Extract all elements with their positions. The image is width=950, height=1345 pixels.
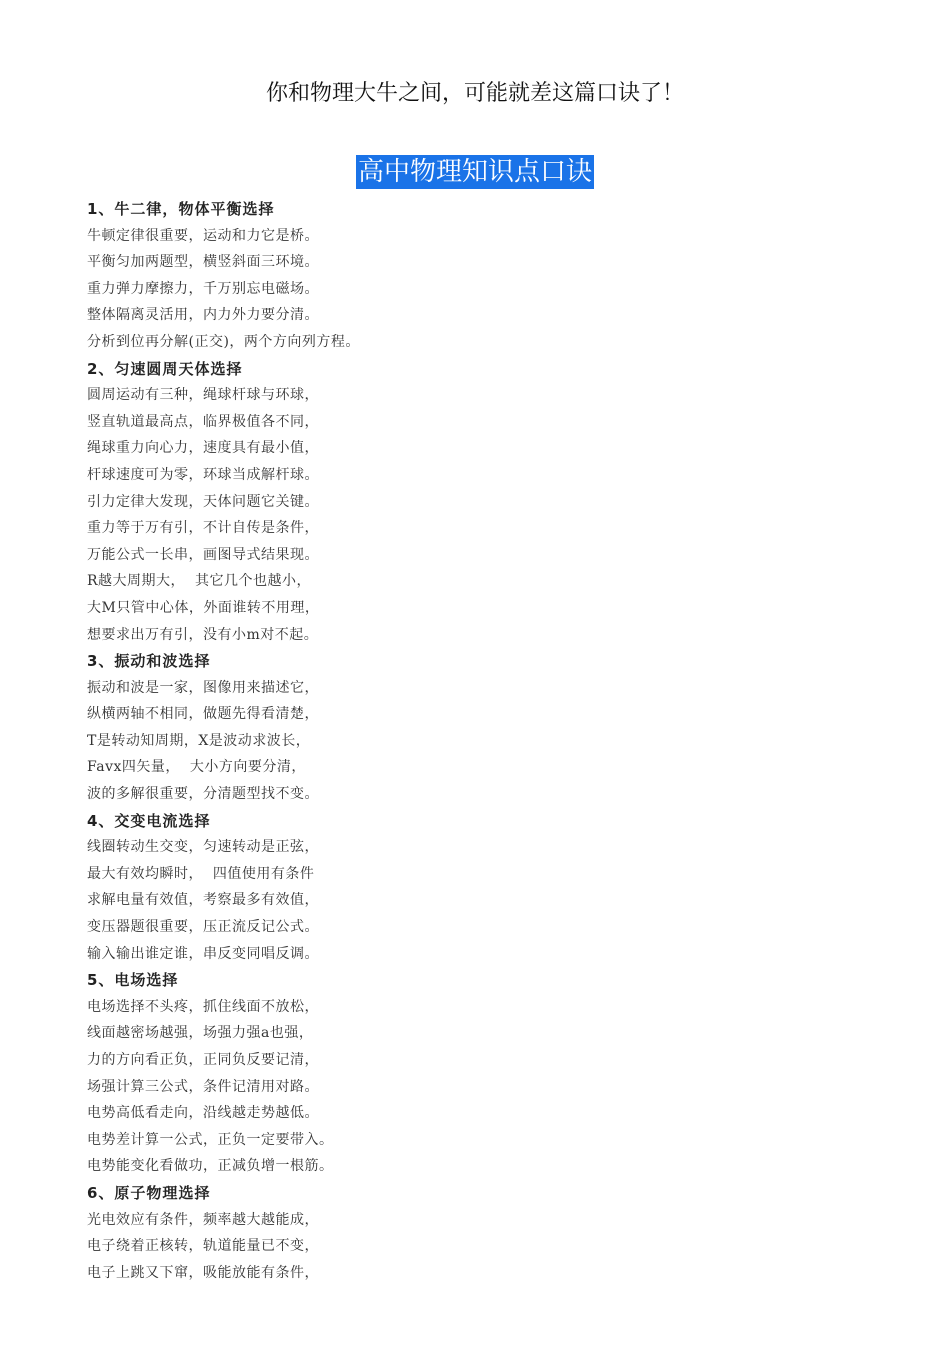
- verse-line: 电势能变化看做功，正减负增一根筋。: [87, 1158, 334, 1175]
- section-title: 5、电场选择: [87, 971, 179, 990]
- verse-line: T是转动知周期，X是波动求波长，: [87, 732, 311, 749]
- section-title: 3、振动和波选择: [87, 652, 211, 671]
- verse-line: 电势高低看走向，沿线越走势越低。: [87, 1105, 319, 1122]
- verse-line: 电势差计算一公式，正负一定要带入。: [87, 1131, 334, 1148]
- verse-line: 牛顿定律很重要，运动和力它是桥。: [87, 227, 319, 244]
- section-title: 2、匀速圆周天体选择: [87, 359, 243, 378]
- verse-line: 光电效应有条件，频率越大越能成，: [87, 1211, 319, 1228]
- section-title: 6、原子物理选择: [87, 1183, 211, 1202]
- verse-line: 变压器题很重要，压正流反记公式。: [87, 919, 319, 936]
- verse-line: 重力等于万有引，不计自传是条件，: [87, 520, 319, 537]
- section-title: 1、牛二律，物体平衡选择: [87, 200, 275, 218]
- page-title: 你和物理大牛之间，可能就差这篇口诀了！: [265, 81, 684, 106]
- verse-line: 输入输出谁定谁，串反变同唱反调。: [87, 945, 319, 962]
- verse-line: 力的方向看正负，正同负反要记清，: [87, 1052, 319, 1068]
- verse-line: R越大周期大， 其它几个也越小，: [87, 573, 311, 590]
- verse-line: 电子上跳又下窜，吸能放能有条件，: [87, 1264, 319, 1281]
- verse-line: 重力弹力摩擦力，千万别忘电磁场。: [87, 280, 319, 297]
- verse-line: 电场选择不头疼，抓住线面不放松，: [87, 998, 319, 1015]
- verse-line: 振动和波是一家，图像用来描述它，: [87, 679, 319, 696]
- verse-line: 万能公式一长串，画图导式结果现。: [87, 546, 319, 563]
- verse-line: 纵横两轴不相同，做题先得看清楚，: [87, 706, 319, 723]
- verse-line: 波的多解很重要，分清题型找不变。: [87, 786, 319, 803]
- verse-line: 想要求出万有引，没有小m对不起。: [87, 626, 319, 643]
- verse-line: 竖直轨道最高点，临界极值各不同，: [87, 413, 319, 430]
- verse-line: 杆球速度可为零，环球当成解杆球。: [87, 466, 319, 483]
- verse-line: 分析到位再分解(正交)，两个方向列方程。: [87, 333, 360, 350]
- doc-heading: 高中物理知识点口诀: [357, 157, 592, 187]
- verse-line: 线面越密场越强，场强力强a也强，: [87, 1025, 314, 1042]
- verse-line: 求解电量有效值，考察最多有效值，: [87, 892, 319, 909]
- verse-line: 场强计算三公式，条件记清用对路。: [87, 1078, 319, 1095]
- verse-line: 平衡匀加两题型，横竖斜面三环境。: [87, 254, 319, 271]
- verse-line: 引力定律大发现，天体问题它关键。: [87, 493, 319, 510]
- verse-line: 圆周运动有三种，绳球杆球与环球，: [87, 387, 319, 404]
- verse-line: 最大有效均瞬时， 四值使用有条件: [87, 865, 315, 882]
- document-body: [87, 196, 867, 1286]
- verse-line: 大M只管中心体，外面谁转不用理，: [87, 599, 320, 616]
- verse-line: 整体隔离灵活用，内力外力要分清。: [87, 307, 319, 324]
- verse-line: 线圈转动生交变，匀速转动是正弦，: [87, 839, 319, 856]
- verse-line: 电子绕着正核转，轨道能量已不变，: [87, 1238, 319, 1255]
- verse-line: Favx四矢量， 大小方向要分清，: [87, 759, 306, 776]
- doc-heading-container: [0, 155, 950, 189]
- verse-line: 绳球重力向心力，速度具有最小值，: [87, 440, 319, 457]
- section-title: 4、交变电流选择: [87, 811, 211, 830]
